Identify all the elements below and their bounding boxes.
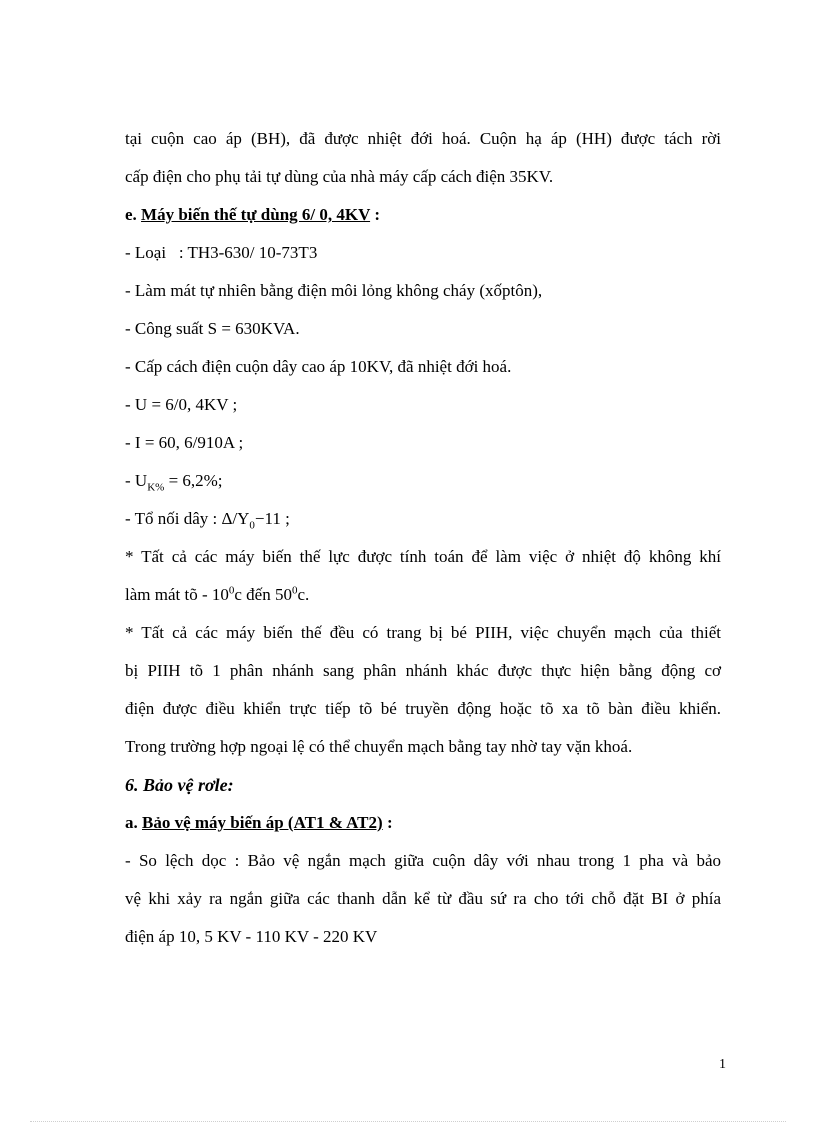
spec-to-noi-day-symbol: Δ/Y xyxy=(221,509,250,528)
section-e-heading xyxy=(125,202,721,228)
spec-cong-suat: - Công suất S = 630KVA. xyxy=(125,319,300,338)
section-a-prefix: a. xyxy=(125,813,138,832)
note1-sup-2: 0 xyxy=(291,584,298,597)
note1-sup-1: 0 xyxy=(228,584,235,597)
note1-line-2-a: làm mát tõ - 10 xyxy=(125,585,229,604)
spec-uk-sub: K% xyxy=(147,481,165,494)
so-lech-line-3: điện áp 10, 5 KV - 110 KV - 220 KV xyxy=(125,927,378,946)
spec-lam-mat: - Làm mát tự nhiên bằng điện môi lỏng không cháy (xốptôn), xyxy=(125,281,543,300)
intro-line-1: tại cuộn cao áp (BH), đã được nhiệt đới hoá. Cuộn hạ áp (HH) được tách rời xyxy=(125,129,721,148)
section-e-prefix: e. xyxy=(125,205,137,224)
note1-line-2-c: c. xyxy=(297,585,310,604)
section-a-suffix: : xyxy=(382,813,393,832)
so-lech-line-1: - So lệch dọc : Bảo vệ ngắn mạch giữa cuộn dây với nhau trong 1 pha và bảo xyxy=(125,851,721,870)
note2-line-4: Trong trường hợp ngoại lệ có thể chuyển mạch bằng tay nhờ tay vặn khoá. xyxy=(125,737,633,756)
section-a-heading xyxy=(125,810,721,836)
section-a-title: Bảo vệ máy biến áp (AT1 & AT2) xyxy=(142,813,383,832)
note2-line-1: * Tất cả các máy biến thế đều có trang bị bé PIIH, việc chuyển mạch của thiết xyxy=(125,623,721,642)
spec-loai: - Loại : TH3-630/ 10-73T3 xyxy=(125,243,318,262)
note2-line-3: điện được điều khiển trực tiếp tõ bé truyền động hoặc tõ xa tõ bàn điều khiển. xyxy=(125,699,721,718)
note2-line-2: bị PIIH tõ 1 phân nhánh sang phân nhánh khác được thực hiện bằng động cơ xyxy=(125,661,721,680)
spec-cap-cach-dien: - Cấp cách điện cuộn dây cao áp 10KV, đã nhiệt đới hoá. xyxy=(125,357,512,376)
section-e-suffix: : xyxy=(370,205,380,224)
note1-line-1: * Tất cả các máy biến thế lực được tính toán để làm việc ở nhiệt độ không khí xyxy=(125,547,721,566)
spec-u: - U = 6/0, 4KV ; xyxy=(125,395,238,414)
page-number: 1 xyxy=(719,1057,726,1072)
spec-to-noi-day-tail: −11 ; xyxy=(254,509,290,528)
spec-i: - I = 60, 6/910A ; xyxy=(125,433,244,452)
page-content xyxy=(125,126,721,950)
spec-to-noi-day xyxy=(125,506,721,532)
section-6-heading: 6. Bảo vệ rơle: xyxy=(125,775,234,795)
spec-uk-value: = 6,2%; xyxy=(164,471,223,490)
spec-to-noi-day-label: - Tổ nối dây : xyxy=(125,509,222,528)
spec-uk-prefix: - U xyxy=(125,471,148,490)
so-lech-line-2: vệ khi xảy ra ngắn giữa các thanh dẫn kể từ đầu sứ ra cho tới chỗ đặt BI ở phía xyxy=(125,889,721,908)
spec-to-noi-day-sub: 0 xyxy=(249,519,255,532)
footer-divider xyxy=(30,1121,786,1122)
intro-line-2: cấp điện cho phụ tải tự dùng của nhà máy cấp cách điện 35KV. xyxy=(125,167,554,186)
section-e-title: Máy biến thế tự dùng 6/ 0, 4KV xyxy=(141,205,371,224)
note1-line-2 xyxy=(125,582,721,608)
note1-line-2-b: c đến 50 xyxy=(234,585,292,604)
spec-uk xyxy=(125,468,721,494)
